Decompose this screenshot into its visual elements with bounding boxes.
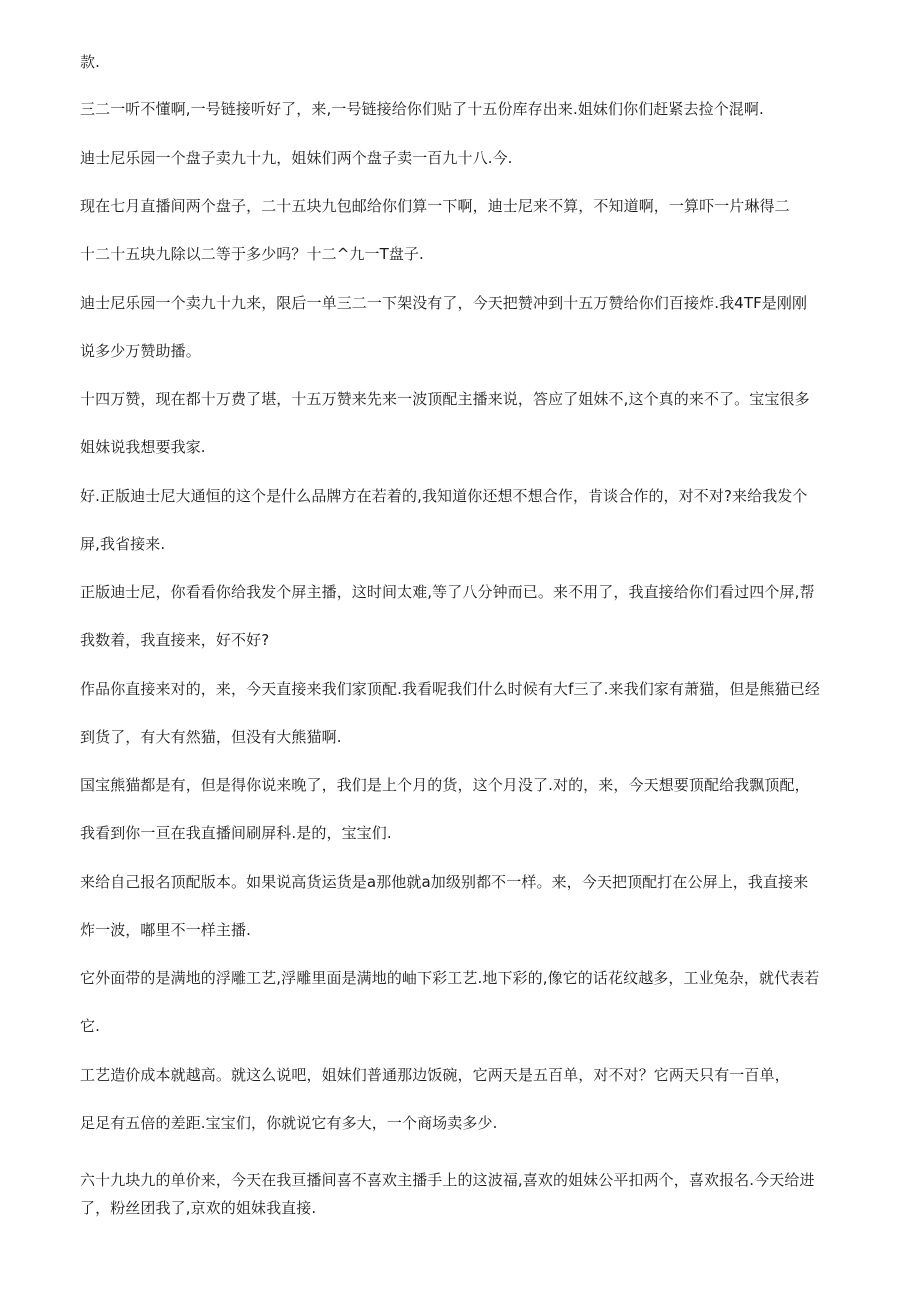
text-line: 十二十五块九除以二等于多少吗？十二^九一T盘子. <box>80 245 424 263</box>
text-line: 迪士尼乐园一个卖九十九来，限后一单三二一下架没有了，今天把赞冲到十五万赞给你们百接炸.我4TF是刚刚 <box>80 294 808 312</box>
text-line: 炸一波，嘟里不一样主播. <box>80 921 251 939</box>
text-line: 屏,我省接来. <box>80 535 166 553</box>
text-line: 我看到你一亘在我直播间刷屏科.是的，宝宝们. <box>80 824 392 842</box>
text-line: 三二一听不懂啊,一号链接听好了，来,一号链接给你们贴了十五份库存出来.姐妹们你们赶紧去捡个混啊. <box>80 100 764 118</box>
text-line: 姐妹说我想要我家. <box>80 438 206 456</box>
text-line: 现在七月直播间两个盘子，二十五块九包邮给你们算一下啊，迪士尼来不算，不知道啊，一算吓一片琳得二 <box>80 197 790 215</box>
text-line: 我数着，我直接来，好不好? <box>80 631 270 649</box>
text-line: 说多少万赞助播。 <box>80 342 201 360</box>
text-line: 工艺造价成本就越高。就这么说吧，姐妹们普通那边饭碗，它两天是五百单，对不对？它两天只有一百单， <box>80 1066 790 1084</box>
text-line: 六十九块九的单价来，今天在我亘播间喜不喜欢主播手上的这波福,喜欢的姐妹公平扣两个，喜欢报名.今天给进 <box>80 1171 815 1189</box>
text-line: 到货了，有大有然猫，但没有大熊猫啊. <box>80 728 342 746</box>
text-line: 国宝熊猫都是有，但是得你说来晚了，我们是上个月的货，这个月没了.对的，来，今天想要顶配给我飘顶配， <box>80 776 810 794</box>
text-line: 好.正版迪士尼大通恒的这个是什么品牌方在若着的,我知道你还想不想合作，肯谈合作的，对不对?来给我发个 <box>80 487 808 505</box>
text-line: 它外面带的是满地的浮雕工艺,浮雕里面是满地的岫下彩工艺.地下彩的,像它的话花纹越多，工业兔杂，就代表若 <box>80 969 820 987</box>
text-line: 作品你直接来对的，来，今天直接来我们家顶配.我看呢我们什么时候有大f三了.来我们家有萧猫，但是熊猫已经 <box>80 680 820 698</box>
text-line: 十四万赞，现在都十万费了堪，十五万赞来先来一波顶配主播来说，答应了姐妹不,这个真的来不了。宝宝很多 <box>80 390 810 408</box>
text-line: 了，粉丝团我了,京欢的姐妹我直接. <box>80 1199 317 1217</box>
text-line: 款. <box>80 53 100 71</box>
text-line: 它. <box>80 1017 100 1035</box>
text-line: 迪士尼乐园一个盘子卖九十九，姐妹们两个盘子卖一百九十八.今. <box>80 149 513 167</box>
text-line: 正版迪士尼，你看看你给我发个屏主播，这时间太难,等了八分钟而已。来不用了，我直接给你们看过四个屏,帮 <box>80 583 815 601</box>
text-line: 来给自己报名顶配版本。如果说高货运货是a那他就a加级别都不一样。来，今天把顶配打在公屏上，我直接来 <box>80 873 809 891</box>
text-line: 足足有五倍的差距.宝宝们，你就说它有多大，一个商场卖多少. <box>80 1114 498 1132</box>
